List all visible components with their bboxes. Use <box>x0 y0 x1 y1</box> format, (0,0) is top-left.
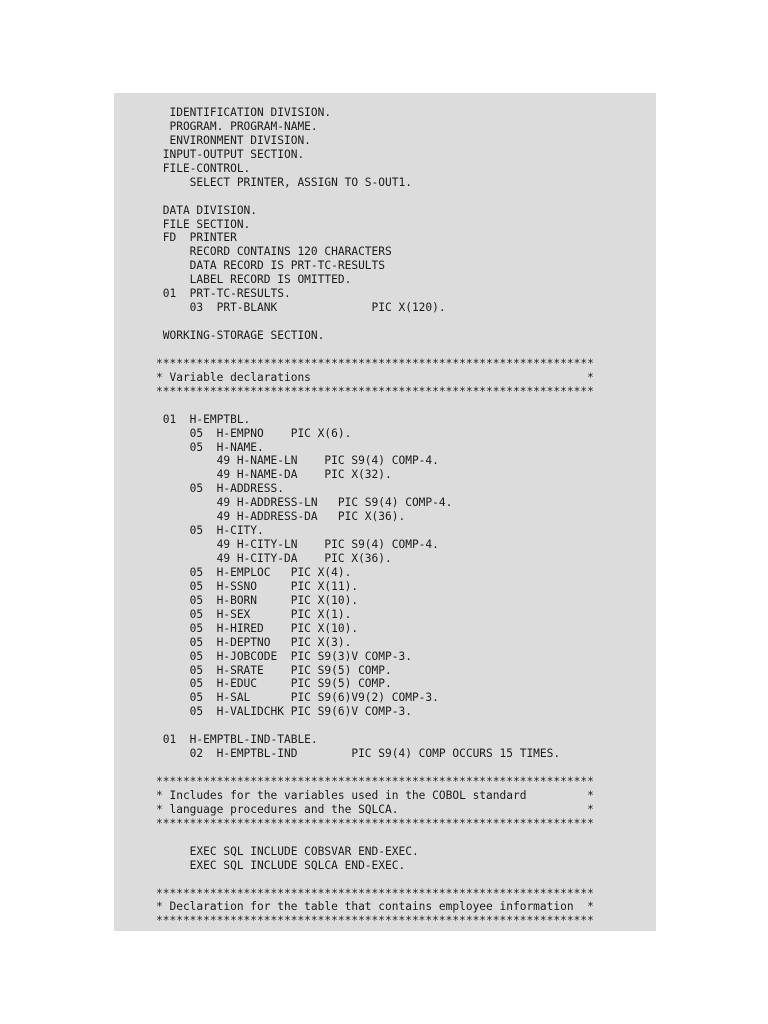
code-line <box>156 399 594 413</box>
code-line: EXEC SQL INCLUDE COBSVAR END-EXEC. <box>156 844 419 858</box>
code-line: * Includes for the variables used in the COBOL standard * <box>156 788 594 802</box>
code-line: 05 H-BORN PIC X(10). <box>156 593 359 607</box>
code-line: ***************************************************************** <box>156 384 594 398</box>
code-line: 05 H-VALIDCHK PIC S9(6)V COMP-3. <box>156 705 412 719</box>
code-line: DATA RECORD IS PRT-TC-RESULTS <box>156 259 386 273</box>
code-line: INPUT-OUTPUT SECTION. <box>156 147 305 161</box>
code-line <box>156 315 594 329</box>
code-line: * language procedures and the SQLCA. * <box>156 802 594 816</box>
code-line <box>156 873 594 887</box>
code-listing-panel <box>114 93 656 931</box>
code-line: 49 H-CITY-LN PIC S9(4) COMP-4. <box>156 538 439 552</box>
code-line <box>156 343 594 357</box>
code-line: 05 H-SAL PIC S9(6)V9(2) COMP-3. <box>156 691 439 705</box>
code-line: 05 H-NAME. <box>156 440 264 454</box>
code-listing <box>156 106 594 928</box>
code-line: 05 H-ADDRESS. <box>156 482 284 496</box>
code-line: 49 H-ADDRESS-LN PIC S9(4) COMP-4. <box>156 496 453 510</box>
code-line: ***************************************************************** <box>156 356 594 370</box>
code-line <box>156 190 594 204</box>
code-line: IDENTIFICATION DIVISION. <box>156 106 332 119</box>
code-line: ***************************************************************** <box>156 816 594 830</box>
code-line: PROGRAM. PROGRAM-NAME. <box>156 119 318 133</box>
code-line: ***************************************************************** <box>156 886 594 900</box>
code-line: FILE SECTION. <box>156 217 251 231</box>
code-line: 03 PRT-BLANK PIC X(120). <box>156 301 446 315</box>
code-line: SELECT PRINTER, ASSIGN TO S-OUT1. <box>156 175 412 189</box>
code-line: 49 H-NAME-DA PIC X(32). <box>156 468 392 482</box>
code-line: FILE-CONTROL. <box>156 161 251 175</box>
code-line: 02 H-EMPTBL-IND PIC S9(4) COMP OCCURS 15 TIMES. <box>156 747 561 761</box>
code-line: 05 H-CITY. <box>156 524 264 538</box>
code-line: 05 H-EMPNO PIC X(6). <box>156 426 352 440</box>
code-line: DATA DIVISION. <box>156 203 258 217</box>
code-line: FD PRINTER <box>156 231 237 245</box>
code-line: ENVIRONMENT DIVISION. <box>156 133 311 147</box>
code-line: 49 H-ADDRESS-DA PIC X(36). <box>156 510 406 524</box>
code-line: 01 PRT-TC-RESULTS. <box>156 287 291 301</box>
code-line: ***************************************************************** <box>156 775 594 788</box>
code-line: 05 H-HIRED PIC X(10). <box>156 621 359 635</box>
code-line: 49 H-CITY-DA PIC X(36). <box>156 552 392 565</box>
code-line: 05 H-JOBCODE PIC S9(3)V COMP-3. <box>156 649 412 663</box>
code-line: 01 H-EMPTBL. <box>156 412 251 426</box>
code-line: 05 H-EMPLOC PIC X(4). <box>156 565 352 579</box>
code-line: 05 H-SSNO PIC X(11). <box>156 579 359 593</box>
code-line: 01 H-EMPTBL-IND-TABLE. <box>156 733 318 747</box>
code-line: ***************************************************************** <box>156 914 594 928</box>
code-line: WORKING-STORAGE SECTION. <box>156 329 325 342</box>
code-line: 05 H-SEX PIC X(1). <box>156 607 352 621</box>
code-line: 05 H-DEPTNO PIC X(3). <box>156 635 352 649</box>
code-line <box>156 719 594 733</box>
code-line: 05 H-SRATE PIC S9(5) COMP. <box>156 663 392 677</box>
code-line: RECORD CONTAINS 120 CHARACTERS <box>156 245 392 259</box>
code-line: 05 H-EDUC PIC S9(5) COMP. <box>156 677 392 691</box>
code-line <box>156 831 594 845</box>
code-line: * Variable declarations * <box>156 370 594 384</box>
code-line: * Declaration for the table that contains employee information * <box>156 900 594 914</box>
code-line: 49 H-NAME-LN PIC S9(4) COMP-4. <box>156 454 439 468</box>
code-line <box>156 761 594 775</box>
code-line: LABEL RECORD IS OMITTED. <box>156 273 352 287</box>
code-line: EXEC SQL INCLUDE SQLCA END-EXEC. <box>156 858 406 872</box>
